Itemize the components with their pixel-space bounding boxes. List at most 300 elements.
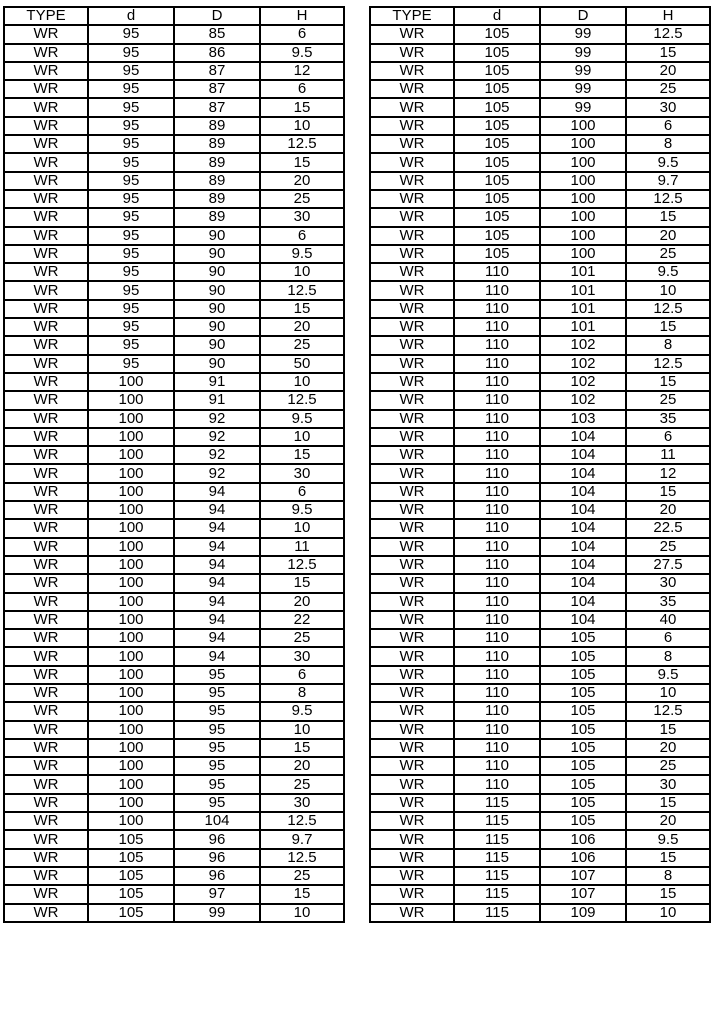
cell-inner-diameter: 105 (454, 98, 540, 116)
table-row (4, 208, 344, 226)
cell-inner-diameter: 110 (454, 757, 540, 775)
cell-height: 15 (626, 318, 710, 336)
table-row (4, 373, 344, 391)
cell-outer-diameter: 105 (540, 647, 626, 665)
table-row (4, 721, 344, 739)
cell-type: WR (4, 684, 88, 702)
cell-type: WR (370, 80, 454, 98)
table-row (4, 775, 344, 793)
table-row (370, 464, 710, 482)
cell-inner-diameter: 95 (88, 208, 174, 226)
cell-type: WR (370, 227, 454, 245)
cell-height: 15 (260, 153, 344, 171)
cell-outer-diameter: 105 (540, 775, 626, 793)
cell-inner-diameter: 95 (88, 44, 174, 62)
cell-inner-diameter: 95 (88, 263, 174, 281)
cell-height: 11 (626, 446, 710, 464)
cell-height: 6 (260, 25, 344, 43)
cell-inner-diameter: 95 (88, 318, 174, 336)
cell-outer-diameter: 96 (174, 830, 260, 848)
cell-type: WR (4, 172, 88, 190)
table-row (4, 62, 344, 80)
cell-inner-diameter: 110 (454, 428, 540, 446)
cell-type: WR (4, 336, 88, 354)
cell-inner-diameter: 105 (88, 867, 174, 885)
cell-type: WR (370, 885, 454, 903)
cell-inner-diameter: 110 (454, 721, 540, 739)
cell-inner-diameter: 110 (454, 263, 540, 281)
cell-outer-diameter: 92 (174, 446, 260, 464)
table-row (370, 336, 710, 354)
cell-type: WR (370, 519, 454, 537)
cell-type: WR (4, 80, 88, 98)
cell-outer-diameter: 101 (540, 281, 626, 299)
table-row (4, 647, 344, 665)
cell-inner-diameter: 100 (88, 794, 174, 812)
header-outer-diameter: D (540, 7, 626, 25)
cell-type: WR (4, 519, 88, 537)
cell-height: 12.5 (260, 849, 344, 867)
cell-height: 15 (260, 739, 344, 757)
table-row (4, 702, 344, 720)
cell-inner-diameter: 110 (454, 391, 540, 409)
cell-outer-diameter: 99 (540, 62, 626, 80)
cell-outer-diameter: 97 (174, 885, 260, 903)
table-row (4, 849, 344, 867)
cell-height: 12.5 (260, 812, 344, 830)
header-type: TYPE (4, 7, 88, 25)
cell-inner-diameter: 105 (88, 830, 174, 848)
cell-inner-diameter: 115 (454, 830, 540, 848)
cell-outer-diameter: 90 (174, 245, 260, 263)
cell-inner-diameter: 100 (88, 501, 174, 519)
cell-type: WR (4, 117, 88, 135)
table-row (370, 556, 710, 574)
table-row (4, 245, 344, 263)
cell-inner-diameter: 110 (454, 775, 540, 793)
cell-inner-diameter: 110 (454, 446, 540, 464)
cell-inner-diameter: 100 (88, 812, 174, 830)
cell-type: WR (370, 208, 454, 226)
cell-type: WR (370, 775, 454, 793)
cell-height: 11 (260, 538, 344, 556)
cell-inner-diameter: 100 (88, 721, 174, 739)
cell-height: 25 (260, 867, 344, 885)
cell-type: WR (4, 556, 88, 574)
cell-height: 30 (260, 208, 344, 226)
cell-type: WR (370, 245, 454, 263)
table-row (370, 355, 710, 373)
cell-outer-diameter: 94 (174, 501, 260, 519)
cell-outer-diameter: 94 (174, 556, 260, 574)
cell-outer-diameter: 101 (540, 300, 626, 318)
cell-type: WR (370, 904, 454, 922)
cell-outer-diameter: 90 (174, 336, 260, 354)
cell-height: 20 (260, 757, 344, 775)
cell-height: 15 (626, 885, 710, 903)
cell-height: 40 (626, 611, 710, 629)
cell-outer-diameter: 99 (540, 25, 626, 43)
cell-inner-diameter: 100 (88, 739, 174, 757)
cell-type: WR (4, 153, 88, 171)
cell-outer-diameter: 99 (540, 44, 626, 62)
cell-outer-diameter: 95 (174, 684, 260, 702)
table-row (370, 593, 710, 611)
cell-type: WR (4, 373, 88, 391)
table-row (370, 25, 710, 43)
cell-inner-diameter: 110 (454, 666, 540, 684)
cell-inner-diameter: 105 (454, 44, 540, 62)
cell-type: WR (370, 849, 454, 867)
table-row (370, 775, 710, 793)
cell-height: 10 (626, 904, 710, 922)
cell-outer-diameter: 104 (540, 574, 626, 592)
cell-height: 30 (626, 98, 710, 116)
cell-height: 25 (626, 245, 710, 263)
table-row (4, 25, 344, 43)
cell-inner-diameter: 105 (454, 153, 540, 171)
cell-outer-diameter: 106 (540, 849, 626, 867)
cell-inner-diameter: 110 (454, 300, 540, 318)
header-height: H (626, 7, 710, 25)
cell-type: WR (370, 44, 454, 62)
cell-inner-diameter: 100 (88, 428, 174, 446)
cell-outer-diameter: 95 (174, 666, 260, 684)
table-row (4, 556, 344, 574)
cell-outer-diameter: 104 (540, 501, 626, 519)
cell-type: WR (370, 721, 454, 739)
cell-outer-diameter: 105 (540, 739, 626, 757)
cell-outer-diameter: 99 (540, 98, 626, 116)
cell-type: WR (370, 62, 454, 80)
table-row (4, 172, 344, 190)
cell-inner-diameter: 105 (454, 190, 540, 208)
cell-outer-diameter: 95 (174, 721, 260, 739)
header-row (370, 7, 710, 25)
table-row (4, 227, 344, 245)
cell-type: WR (4, 281, 88, 299)
table-row (4, 538, 344, 556)
cell-type: WR (370, 812, 454, 830)
cell-height: 15 (626, 721, 710, 739)
cell-inner-diameter: 100 (88, 684, 174, 702)
cell-inner-diameter: 95 (88, 300, 174, 318)
table-row (370, 263, 710, 281)
cell-outer-diameter: 101 (540, 318, 626, 336)
cell-type: WR (370, 355, 454, 373)
cell-outer-diameter: 105 (540, 721, 626, 739)
table-row (4, 263, 344, 281)
cell-inner-diameter: 95 (88, 135, 174, 153)
cell-height: 25 (260, 190, 344, 208)
cell-type: WR (4, 849, 88, 867)
cell-inner-diameter: 115 (454, 867, 540, 885)
table-row (370, 574, 710, 592)
cell-inner-diameter: 100 (88, 593, 174, 611)
cell-height: 8 (626, 647, 710, 665)
cell-outer-diameter: 107 (540, 867, 626, 885)
cell-height: 8 (626, 336, 710, 354)
table-row (370, 135, 710, 153)
table-row (370, 428, 710, 446)
cell-outer-diameter: 99 (540, 80, 626, 98)
table-row (370, 410, 710, 428)
cell-outer-diameter: 91 (174, 391, 260, 409)
header-height: H (260, 7, 344, 25)
cell-type: WR (4, 135, 88, 153)
table-row (4, 757, 344, 775)
cell-height: 6 (626, 629, 710, 647)
cell-type: WR (4, 574, 88, 592)
cell-inner-diameter: 95 (88, 227, 174, 245)
table-row (4, 44, 344, 62)
cell-height: 9.5 (260, 245, 344, 263)
cell-height: 22.5 (626, 519, 710, 537)
cell-height: 30 (260, 464, 344, 482)
cell-inner-diameter: 95 (88, 336, 174, 354)
cell-inner-diameter: 115 (454, 849, 540, 867)
cell-inner-diameter: 100 (88, 446, 174, 464)
cell-height: 25 (260, 775, 344, 793)
cell-outer-diameter: 95 (174, 702, 260, 720)
cell-type: WR (4, 647, 88, 665)
table-row (4, 190, 344, 208)
table-row (370, 867, 710, 885)
cell-outer-diameter: 102 (540, 391, 626, 409)
cell-outer-diameter: 89 (174, 208, 260, 226)
cell-outer-diameter: 99 (174, 904, 260, 922)
cell-outer-diameter: 90 (174, 227, 260, 245)
table-row (370, 62, 710, 80)
table-row (370, 80, 710, 98)
cell-height: 10 (260, 263, 344, 281)
table-row (370, 885, 710, 903)
cell-outer-diameter: 104 (540, 428, 626, 446)
cell-height: 9.5 (260, 702, 344, 720)
cell-inner-diameter: 105 (454, 62, 540, 80)
cell-height: 35 (626, 593, 710, 611)
cell-height: 10 (260, 428, 344, 446)
cell-height: 25 (626, 757, 710, 775)
cell-type: WR (4, 446, 88, 464)
cell-height: 20 (626, 739, 710, 757)
table-row (4, 684, 344, 702)
cell-outer-diameter: 104 (540, 446, 626, 464)
cell-outer-diameter: 94 (174, 593, 260, 611)
cell-type: WR (370, 684, 454, 702)
cell-height: 30 (626, 775, 710, 793)
cell-type: WR (370, 318, 454, 336)
cell-type: WR (4, 904, 88, 922)
cell-type: WR (4, 245, 88, 263)
table-row (4, 153, 344, 171)
cell-outer-diameter: 102 (540, 336, 626, 354)
cell-type: WR (4, 721, 88, 739)
table-row (370, 849, 710, 867)
cell-height: 20 (260, 172, 344, 190)
cell-height: 15 (260, 574, 344, 592)
table-row (370, 830, 710, 848)
cell-type: WR (4, 428, 88, 446)
cell-type: WR (370, 867, 454, 885)
cell-inner-diameter: 95 (88, 153, 174, 171)
table-row (4, 812, 344, 830)
table-row (4, 629, 344, 647)
table-row (370, 300, 710, 318)
cell-height: 6 (260, 483, 344, 501)
left-spec-table (3, 6, 345, 923)
cell-type: WR (4, 812, 88, 830)
cell-inner-diameter: 100 (88, 483, 174, 501)
table-row (4, 483, 344, 501)
table-row (370, 757, 710, 775)
table-row (370, 208, 710, 226)
cell-outer-diameter: 105 (540, 629, 626, 647)
cell-inner-diameter: 110 (454, 483, 540, 501)
cell-height: 15 (626, 44, 710, 62)
cell-height: 15 (626, 208, 710, 226)
cell-inner-diameter: 100 (88, 556, 174, 574)
cell-inner-diameter: 105 (454, 117, 540, 135)
cell-outer-diameter: 100 (540, 135, 626, 153)
cell-type: WR (4, 25, 88, 43)
cell-type: WR (4, 208, 88, 226)
cell-height: 25 (626, 391, 710, 409)
cell-inner-diameter: 115 (454, 794, 540, 812)
cell-outer-diameter: 87 (174, 62, 260, 80)
cell-inner-diameter: 105 (88, 904, 174, 922)
cell-height: 10 (626, 281, 710, 299)
cell-outer-diameter: 90 (174, 281, 260, 299)
cell-inner-diameter: 95 (88, 190, 174, 208)
cell-height: 15 (626, 483, 710, 501)
cell-type: WR (370, 263, 454, 281)
cell-type: WR (4, 702, 88, 720)
cell-outer-diameter: 90 (174, 263, 260, 281)
cell-inner-diameter: 100 (88, 647, 174, 665)
cell-height: 25 (626, 538, 710, 556)
cell-inner-diameter: 105 (454, 80, 540, 98)
cell-type: WR (370, 190, 454, 208)
cell-outer-diameter: 92 (174, 410, 260, 428)
cell-outer-diameter: 106 (540, 830, 626, 848)
table-row (4, 739, 344, 757)
cell-height: 9.5 (260, 410, 344, 428)
cell-inner-diameter: 100 (88, 464, 174, 482)
cell-height: 30 (260, 794, 344, 812)
cell-height: 30 (626, 574, 710, 592)
table-row (370, 98, 710, 116)
table-row (4, 574, 344, 592)
cell-inner-diameter: 105 (454, 227, 540, 245)
cell-height: 50 (260, 355, 344, 373)
cell-height: 12 (626, 464, 710, 482)
cell-type: WR (4, 190, 88, 208)
cell-outer-diameter: 104 (540, 464, 626, 482)
cell-outer-diameter: 86 (174, 44, 260, 62)
cell-inner-diameter: 100 (88, 373, 174, 391)
cell-outer-diameter: 104 (540, 538, 626, 556)
cell-height: 15 (260, 885, 344, 903)
cell-height: 12.5 (626, 702, 710, 720)
cell-outer-diameter: 101 (540, 263, 626, 281)
cell-inner-diameter: 110 (454, 611, 540, 629)
cell-outer-diameter: 95 (174, 739, 260, 757)
cell-height: 8 (626, 867, 710, 885)
cell-outer-diameter: 94 (174, 538, 260, 556)
cell-type: WR (370, 98, 454, 116)
header-inner-diameter: d (88, 7, 174, 25)
table-row (370, 391, 710, 409)
table-row (4, 336, 344, 354)
table-row (370, 245, 710, 263)
cell-type: WR (370, 135, 454, 153)
cell-inner-diameter: 110 (454, 538, 540, 556)
cell-type: WR (370, 757, 454, 775)
cell-inner-diameter: 110 (454, 318, 540, 336)
cell-inner-diameter: 115 (454, 904, 540, 922)
cell-outer-diameter: 96 (174, 849, 260, 867)
cell-height: 22 (260, 611, 344, 629)
cell-inner-diameter: 105 (454, 172, 540, 190)
cell-type: WR (370, 830, 454, 848)
cell-inner-diameter: 110 (454, 739, 540, 757)
cell-inner-diameter: 95 (88, 117, 174, 135)
table-row (4, 519, 344, 537)
cell-height: 9.5 (626, 153, 710, 171)
table-row (370, 153, 710, 171)
cell-inner-diameter: 100 (88, 666, 174, 684)
cell-outer-diameter: 100 (540, 190, 626, 208)
cell-inner-diameter: 105 (454, 135, 540, 153)
table-row (370, 44, 710, 62)
cell-outer-diameter: 105 (540, 757, 626, 775)
cell-outer-diameter: 94 (174, 519, 260, 537)
cell-type: WR (370, 501, 454, 519)
cell-height: 12.5 (260, 281, 344, 299)
cell-type: WR (370, 281, 454, 299)
cell-outer-diameter: 90 (174, 355, 260, 373)
cell-type: WR (4, 757, 88, 775)
table-row (370, 904, 710, 922)
right-table-body (370, 25, 710, 922)
table-row (4, 80, 344, 98)
cell-type: WR (4, 611, 88, 629)
cell-height: 20 (626, 812, 710, 830)
left-table-body (4, 25, 344, 922)
cell-height: 10 (260, 721, 344, 739)
table-row (370, 318, 710, 336)
table-row (370, 501, 710, 519)
cell-inner-diameter: 100 (88, 410, 174, 428)
cell-inner-diameter: 95 (88, 80, 174, 98)
cell-type: WR (4, 227, 88, 245)
table-row (4, 318, 344, 336)
cell-outer-diameter: 95 (174, 757, 260, 775)
cell-height: 15 (626, 849, 710, 867)
cell-type: WR (4, 62, 88, 80)
cell-type: WR (370, 647, 454, 665)
cell-inner-diameter: 100 (88, 775, 174, 793)
table-row (4, 410, 344, 428)
table-row (4, 501, 344, 519)
cell-outer-diameter: 92 (174, 428, 260, 446)
cell-type: WR (4, 300, 88, 318)
table-row (370, 611, 710, 629)
cell-outer-diameter: 87 (174, 98, 260, 116)
table-row (370, 666, 710, 684)
cell-inner-diameter: 110 (454, 464, 540, 482)
